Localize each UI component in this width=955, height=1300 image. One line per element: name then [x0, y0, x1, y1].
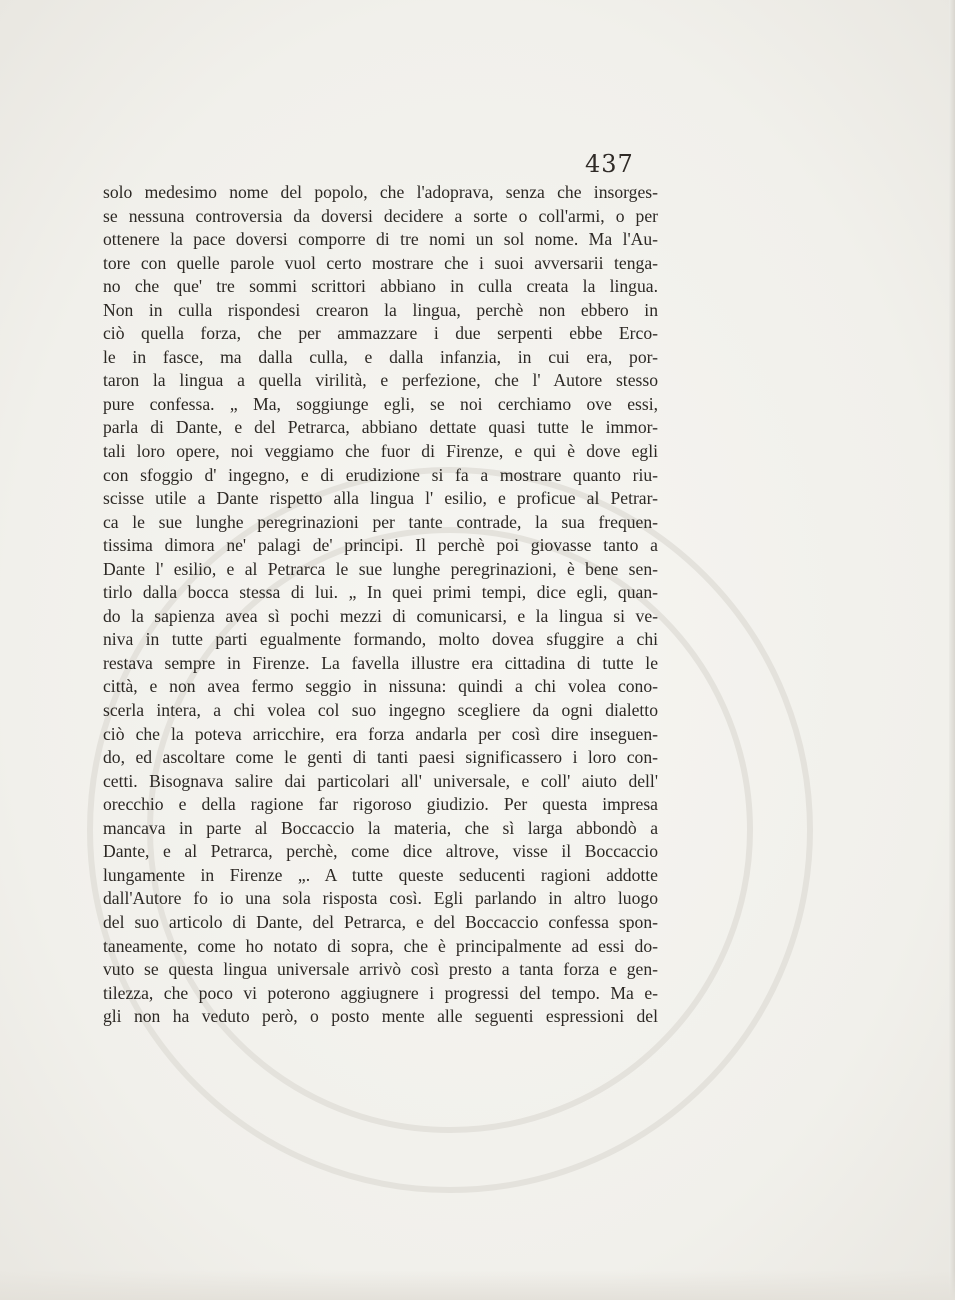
text-line: scisse utile a Dante rispetto alla lingua l' esilio, e proficue al Petrar- — [103, 488, 658, 509]
text-line: do la sapienza avea sì pochi mezzi di comunicarsi, e la lingua si ve- — [103, 605, 658, 626]
text-line: tissima dimora ne' palagi de' principi. Il perchè poi giovasse tanto a — [103, 535, 658, 556]
text-line: Non in culla rispondesi crearon la lingua, perchè non ebbero in — [103, 299, 658, 320]
text-line: taron la lingua a quella virilità, e perfezione, che l' Autore stesso — [103, 370, 658, 391]
text-line: con sfoggio d' ingegno, e di erudizione si fa a mostrare quanto riu- — [103, 464, 658, 485]
text-line: tirlo dalla bocca stessa di lui. „ In quei primi tempi, dice egli, quan- — [103, 582, 658, 603]
text-line: lungamente in Firenze „. A tutte queste seducenti ragioni addotte — [103, 864, 658, 885]
text-line: cetti. Bisognava salire dai particolari all' universale, e coll' aiuto dell' — [103, 770, 658, 791]
text-line: Dante l' esilio, e al Petrarca le sue lunghe peregrinazioni, è bene sen- — [103, 558, 658, 579]
text-line: pure confessa. „ Ma, soggiunge egli, se noi cerchiamo ove essi, — [103, 393, 658, 414]
text-line: le in fasce, ma dalla culla, e dalla infanzia, in cui era, por- — [103, 346, 658, 367]
text-line: città, e non avea fermo seggio in nissuna: quindi a chi volea cono- — [103, 676, 658, 697]
body-text — [103, 181, 658, 1029]
text-line: taneamente, come ho notato di sopra, che è principalmente ad essi do- — [103, 935, 658, 956]
text-line: del suo articolo di Dante, del Petrarca, e del Boccaccio confessa spon- — [103, 911, 658, 932]
text-line: restava sempre in Firenze. La favella illustre era cittadina di tutte le — [103, 652, 658, 673]
text-line: ca le sue lunghe peregrinazioni per tante contrade, la sua frequen- — [103, 511, 658, 532]
text-line: solo medesimo nome del popolo, che l'adoprava, senza che insorges- — [103, 182, 658, 202]
text-line: parla di Dante, e del Petrarca, abbiano dettate quasi tutte le immor- — [103, 417, 658, 438]
text-line: orecchio e della ragione far rigoroso giudizio. Per questa impresa — [103, 794, 658, 815]
text-line: gli non ha veduto però, o posto mente alle seguenti espressioni del — [103, 1006, 658, 1027]
text-line: tilezza, che poco vi poterono aggiugnere i progressi del tempo. Ma e- — [103, 982, 658, 1003]
text-line: tore con quelle parole vuol certo mostrare che i suoi avversarii tenga- — [103, 252, 658, 273]
page-number: 437 — [585, 150, 634, 178]
text-line: vuto se questa lingua universale arrivò così presto a tanta forza e gen- — [103, 959, 658, 980]
text-line: no che que' tre sommi scrittori abbiano in culla creata la lingua. — [103, 276, 658, 297]
page-edge-shadow — [949, 0, 955, 1300]
text-line: mancava in parte al Boccaccio la materia, che sì larga abbondò a — [103, 817, 658, 838]
page-bottom-shadow — [0, 1270, 955, 1300]
text-line: se nessuna controversia da doversi decidere a sorte o coll'armi, o per — [103, 205, 658, 226]
text-line: ciò che la poteva arricchire, era forza andarla per così dire inseguen- — [103, 723, 658, 744]
text-line: Dante, e al Petrarca, perchè, come dice altrove, visse il Boccaccio — [103, 841, 658, 862]
text-line: do, ed ascoltare come le genti di tanti paesi significassero i loro con- — [103, 747, 658, 768]
text-line: tali loro opere, noi veggiamo che fuor di Firenze, e qui è dove egli — [103, 441, 658, 462]
text-line: dall'Autore fo io una sola risposta così. Egli parlando in altro luogo — [103, 888, 658, 909]
text-line: ottenere la pace doversi comporre di tre nomi un sol nome. Ma l'Au- — [103, 229, 658, 250]
text-line: niva in tutte parti egualmente formando, molto dovea sfuggire a chi — [103, 629, 658, 650]
text-line: scerla intera, a chi volea col suo ingegno scegliere da ogni dialetto — [103, 700, 658, 721]
text-line: ciò quella forza, che per ammazzare i due serpenti ebbe Erco- — [103, 323, 658, 344]
